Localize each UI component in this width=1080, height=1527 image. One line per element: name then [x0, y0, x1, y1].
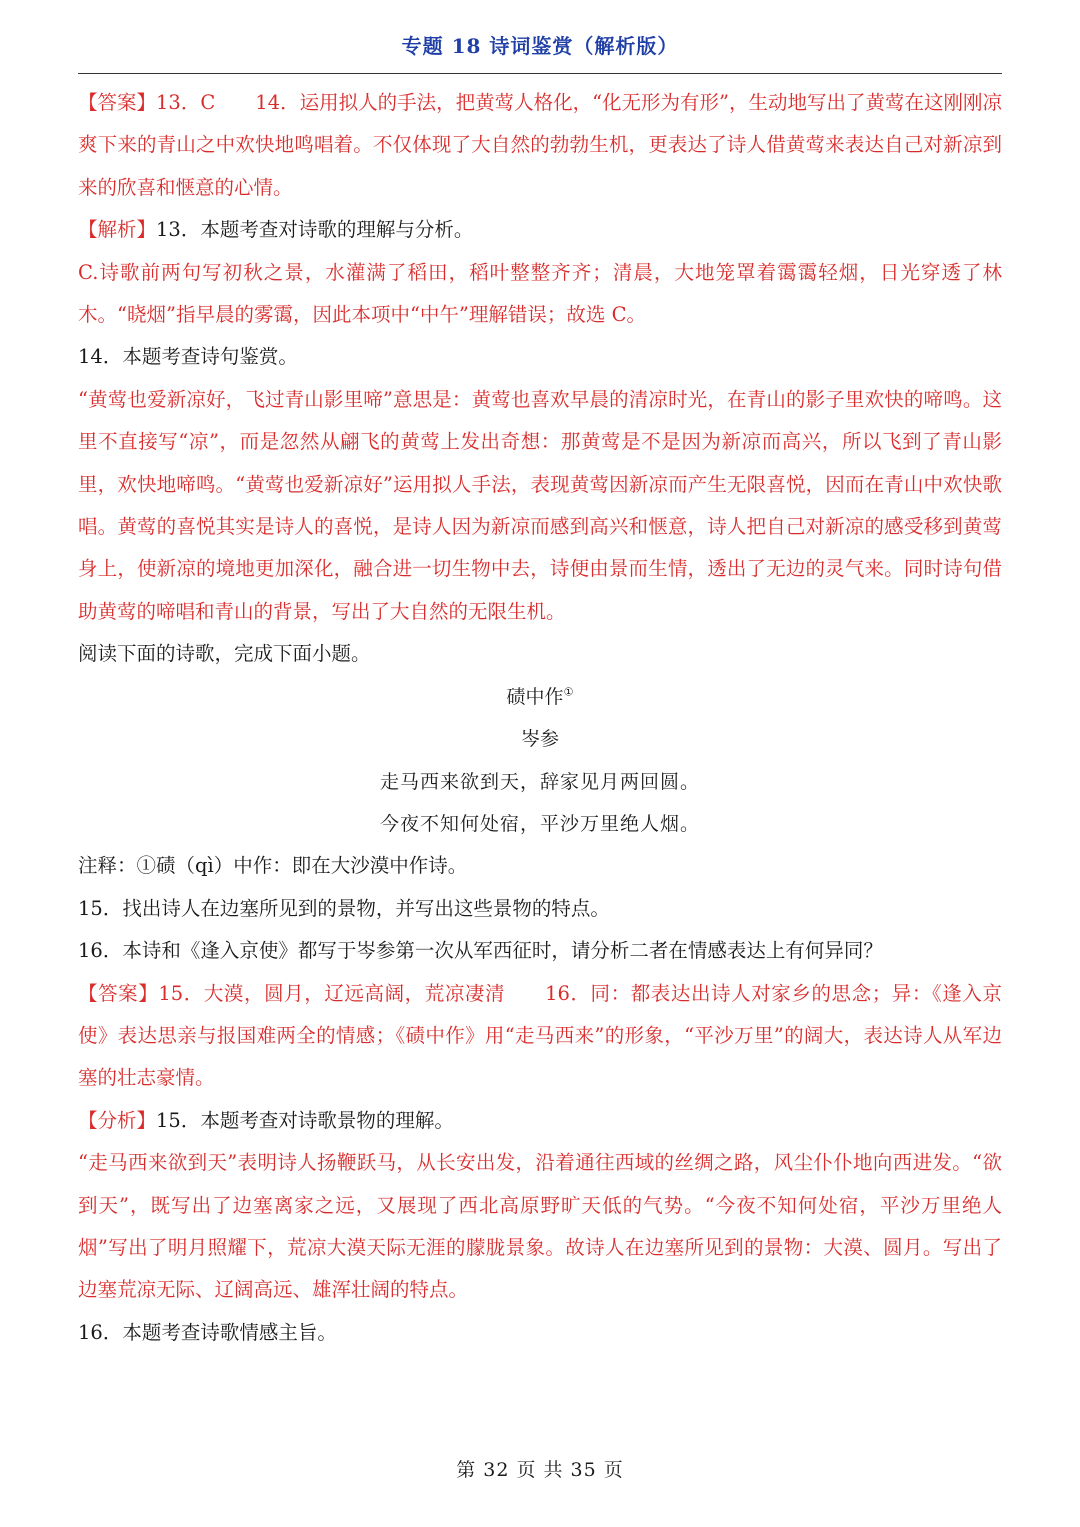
- note-marker: ①: [563, 685, 574, 699]
- page-content: [78, 82, 1002, 1354]
- page-header-title: 专题 18 诗词鉴赏（解析版）: [401, 34, 679, 58]
- answer-16: 16．同：都表达出诗人对家乡的思念；异：《逢入京使》表达思亲与报国难两全的情感；《碛中作》用“走马西来”的形象，“平沙万里”的阔大，表达诗人从军边塞的壮志豪情。: [78, 981, 1002, 1090]
- answer-tag: 【答案】: [78, 91, 157, 114]
- answer-13: 13．C: [156, 91, 216, 114]
- answer-14: 14．运用拟人的手法，把黄莺人格化，“化无形为有形”，生动地写出了黄莺在这刚刚凉爽下来的青山之中欢快地鸣唱着。不仅体现了大自然的勃勃生机，更表达了诗人借黄莺来表达自己对新凉到来的欣喜和惬意的心情。: [78, 91, 1003, 199]
- answer-block-15-16: [78, 973, 1002, 1100]
- question-16: 16．本诗和《逢入京使》都写于岑参第一次从军西征时，请分析二者在情感表达上有何异同？: [78, 939, 883, 963]
- poem-line-2: 今夜不知何处宿，平沙万里绝人烟。: [379, 812, 700, 835]
- reading-instruction: 阅读下面的诗歌，完成下面小题。: [78, 642, 371, 666]
- poem-annotation: 注释：①碛（qì）中作：即在大沙漠中作诗。: [78, 854, 468, 878]
- analysis-14-heading: 14．本题考查诗句鉴赏。: [78, 345, 298, 369]
- analysis-15-heading: 【分析】15．本题考查对诗歌景物的理解。: [78, 1108, 454, 1132]
- analysis-15-body: “走马西来欲到天”表明诗人扬鞭跃马，从长安出发，沿着通往西域的丝绸之路，风尘仆仆地向西进发。“欲到天”，既写出了边塞离家之远，又展现了西北高原野旷天低的气势。“今夜不知何处宿，平沙万里绝人烟”写出了明月照耀下，荒凉大漠天际无涯的朦胧景象。故诗人在边塞所见到的景物：大漠、圆月。写出了边塞荒凉无际、辽阔高远、雄浑壮阔的特点。: [78, 1151, 1002, 1302]
- analysis-tag: 【分析】: [78, 1108, 157, 1132]
- analysis-13-heading: 【解析】13．本题考查对诗歌的理解与分析。: [78, 218, 474, 242]
- poem-title: 碛中作①: [506, 685, 574, 708]
- analysis-14-body: “黄莺也爱新凉好，飞过青山影里啼”意思是：黄莺也喜欢早晨的清凉时光，在青山的影子里欢快的啼鸣。这里不直接写“凉”，而是忽然从翩飞的黄莺上发出奇想：那黄莺是不是因为新凉而高兴，所以飞到了青山影里，欢快地啼鸣。“黄莺也爱新凉好”运用拟人手法，表现黄莺因新凉而产生无限喜悦，因而在青山中欢快歌唱。黄莺的喜悦其实是诗人的喜悦，是诗人因为新凉而感到高兴和惬意，诗人把自己对新凉的感受移到黄莺身上，使新凉的境地更加深化，融合进一切生物中去，诗便由景而生情，透出了无边的灵气来。同时诗句借助黄莺的啼唱和青山的背景，写出了大自然的无限生机。: [78, 387, 1002, 623]
- poem-author: 岑参: [520, 728, 559, 751]
- analysis-tag: 【解析】: [78, 218, 157, 242]
- analysis-16-heading: 16．本题考查诗歌情感主旨。: [78, 1320, 337, 1344]
- answer-block-13-14: [78, 82, 1002, 209]
- header-divider: [78, 73, 1002, 74]
- page-footer-number: 第 32 页 共 35 页: [456, 1459, 624, 1481]
- poem-line-1: 走马西来欲到天，辞家见月两回圆。: [379, 770, 700, 793]
- answer-tag: 【答案】: [78, 981, 159, 1005]
- question-15: 15．找出诗人在边塞所见到的景物，并写出这些景物的特点。: [78, 896, 610, 920]
- analysis-13-body: C.诗歌前两句写初秋之景，水灌满了稻田，稻叶整整齐齐；清晨，大地笼罩着霭霭轻烟，日光穿透了林木。“晓烟”指早晨的雾霭，因此本项中“中午”理解错误；故选 C。: [78, 260, 1002, 327]
- answer-15: 15．大漠，圆月，辽远高阔，荒凉凄清: [158, 981, 506, 1005]
